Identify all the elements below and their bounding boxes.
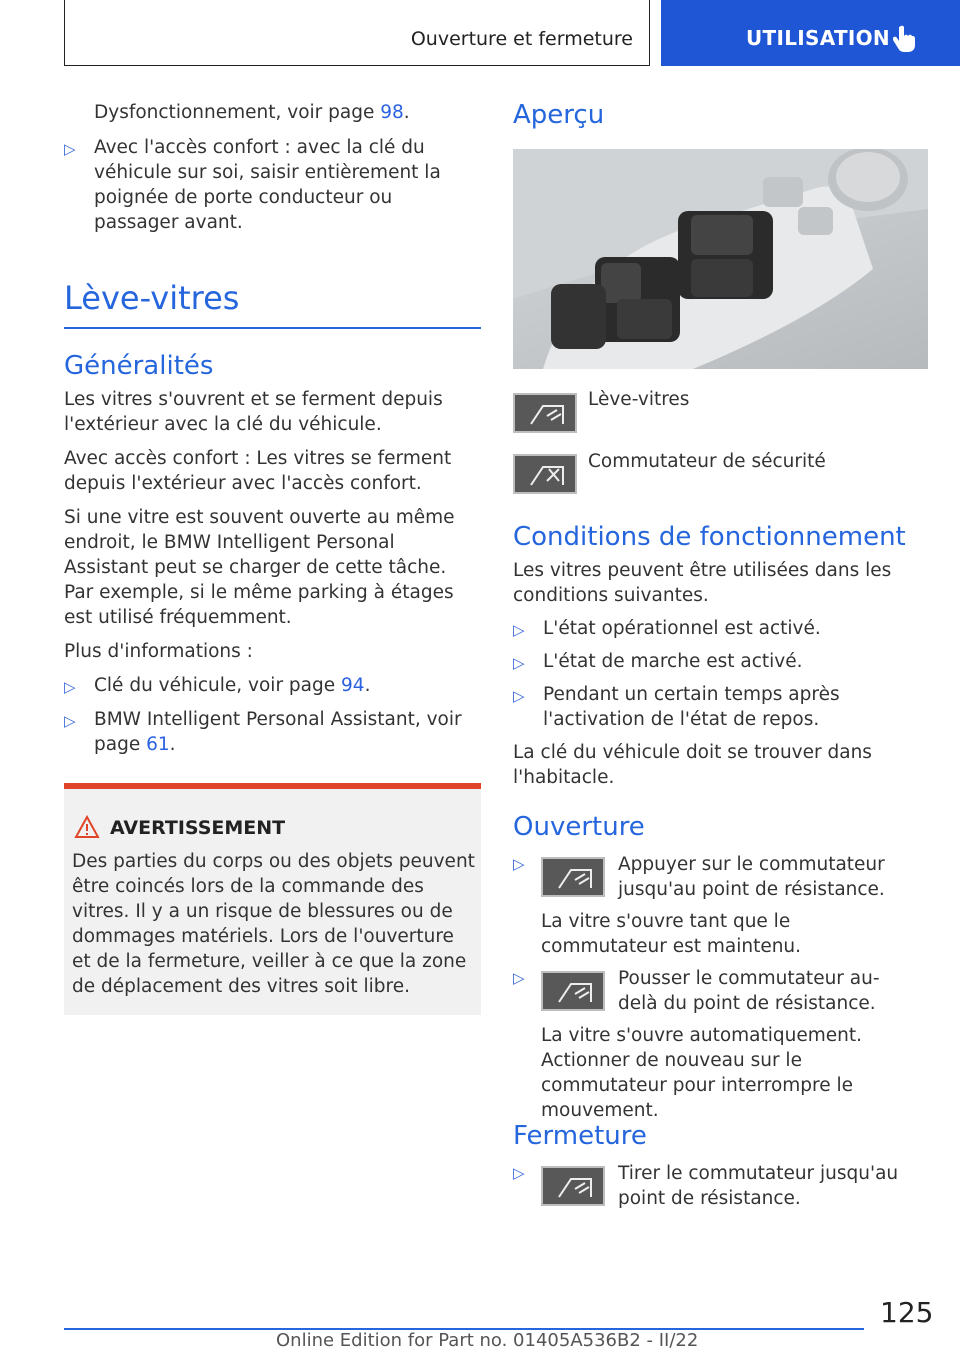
bullet-triangle-icon: ▷ (513, 687, 525, 705)
window-lifter-switch-icon (541, 1166, 605, 1206)
paragraph: Si une vitre est souvent ouverte au même endroit, le BMW Intelligent Personal Assistant peut se charger de cette tâche. Par exemple, si le même parking à étages est utilisé fréquemment. (64, 506, 455, 628)
list-item: ▷ L'état opérationnel est activé. (513, 616, 928, 641)
list-item: ▷ Avec l'accès confort : avec la clé du véhicule sur soi, saisir entièrement la poignée de porte conducteur ou passager avant. (64, 137, 441, 233)
instruction-close-step: Tirer le commutateur jusqu'au point de résistance. (618, 1163, 899, 1209)
list-item: ▷ L'état de marche est activé. (513, 649, 928, 674)
bullet-triangle-icon: ▷ (513, 855, 525, 873)
window-lifter-switch-icon (541, 971, 605, 1011)
bullet-triangle-icon: ▷ (64, 677, 76, 696)
legend-safety-switch: Commutateur de sécurité (588, 451, 826, 472)
list-item: ▷ Pendant un certain temps après l'activation de l'état de repos. (513, 684, 840, 730)
footer-edition: Online Edition for Part no. 01405A536B2 - II/22 (276, 1330, 699, 1351)
warning-title: AVERTISSEMENT (110, 817, 286, 839)
right-column (513, 100, 604, 130)
subsection-heading-opening: Ouverture (513, 812, 645, 842)
header-chapter-tab (661, 0, 960, 66)
window-switch-photo (513, 149, 928, 369)
bullet-triangle-icon: ▷ (513, 969, 525, 987)
subsection-heading-closing: Fermeture (513, 1121, 647, 1151)
bullet-triangle-icon: ▷ (64, 711, 76, 730)
warning-body: Des parties du corps ou des objets peuvent être coincés lors de la commande des vitres. Il y a un risque de blessures ou de dommages matériels. Lors de l'ouverture et de la fermeture, veiller à ce que la zone de déplacement des vitres soit libre. (72, 851, 475, 997)
window-lifter-switch-icon (513, 393, 577, 433)
paragraph: Avec accès confort : Les vitres se ferment depuis l'extérieur avec l'accès confort. (64, 447, 452, 494)
continued-paragraph: Dysfonctionnement, voir page 98. (94, 102, 410, 123)
page-link-94[interactable]: 94 (341, 674, 365, 696)
paragraph: Plus d'informations : (64, 640, 253, 662)
door-panel-illustration (513, 149, 928, 369)
warning-triangle-icon (74, 815, 100, 839)
window-lifter-switch-icon (541, 857, 605, 897)
subsection-heading-overview: Aperçu (513, 100, 605, 130)
pointing-hand-icon (893, 24, 917, 52)
bullet-triangle-icon: ▷ (64, 140, 76, 158)
bullet-triangle-icon: ▷ (513, 621, 525, 639)
subsection-heading-conditions: Conditions de fonctionnement (513, 522, 906, 552)
page-link-61[interactable]: 61 (146, 733, 170, 755)
subsection-heading-general: Généralités (64, 350, 214, 381)
instruction-result: La vitre s'ouvre automatiquement. Actionner de nouveau sur le commutateur pour interrompre le mouvement. (541, 1025, 863, 1121)
bullet-triangle-icon: ▷ (513, 654, 525, 672)
bullet-triangle-icon: ▷ (513, 1164, 525, 1182)
left-column (64, 100, 481, 813)
list-item: ▷ BMW Intelligent Personal Assistant, voir page 61. (64, 708, 462, 755)
warning-box (64, 783, 481, 1015)
conditions-section (513, 522, 928, 842)
header-section-tab (64, 0, 650, 66)
instruction-open-step: Appuyer sur le commutateur jusqu'au point de résistance. (618, 854, 885, 900)
list-item: ▷ Clé du véhicule, voir page 94. (64, 673, 481, 698)
header-section-title: Ouverture et fermeture (410, 28, 633, 50)
instruction-result: La vitre s'ouvre tant que le commutateur est maintenu. (541, 911, 802, 957)
page-number: 125 (880, 1296, 934, 1329)
section-heading: Lève-vitres (64, 279, 240, 317)
paragraph: Les vitres peuvent être utilisées dans les conditions suivantes. (513, 560, 892, 606)
heading-rule (64, 327, 481, 329)
paragraph: La clé du véhicule doit se trouver dans l'habitacle. (513, 742, 872, 788)
header-chapter-title: UTILISATION (746, 26, 890, 50)
legend-window-lifter: Lève-vitres (588, 389, 690, 410)
paragraph: Les vitres s'ouvrent et se ferment depuis l'extérieur avec la clé du véhicule. (64, 388, 443, 435)
safety-switch-icon (513, 454, 577, 494)
instruction-open-auto: Pousser le commutateur au-delà du point de résistance. (618, 968, 880, 1014)
page-link-98[interactable]: 98 (380, 102, 404, 123)
